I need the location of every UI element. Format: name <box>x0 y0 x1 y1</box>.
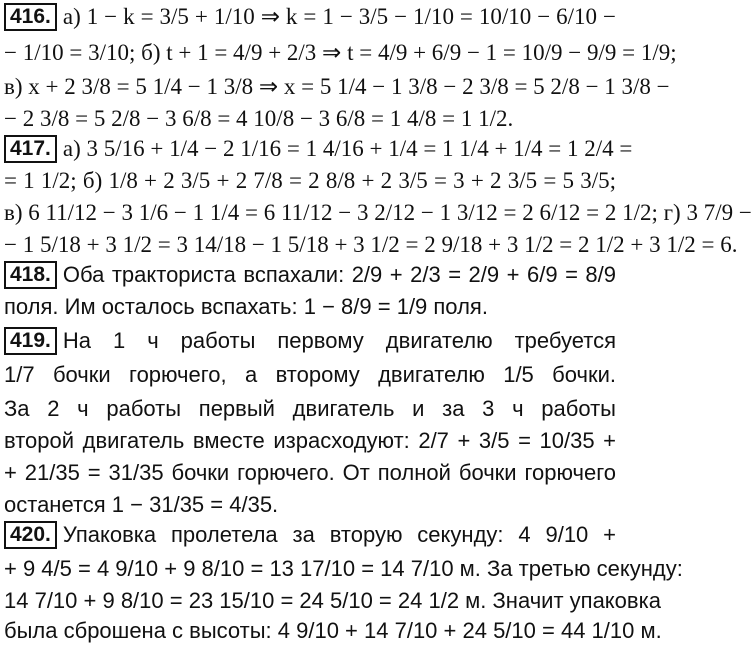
problem-418-number: 418. <box>4 261 57 289</box>
problem-417-number: 417. <box>4 135 57 163</box>
problem-418-line-1: 418. Оба тракториста вспахали: 2/9 + 2/3 = 2/9 + 6/9 = 8/9 <box>4 260 616 290</box>
problem-416-line-3: в) x + 2 3/8 = 5 1/4 − 1 3/8 ⇒ x = 5 1/4 − 1 3/8 − 2 3/8 = 5 2/8 − 1 3/8 − <box>4 74 670 99</box>
problem-420-line-2: + 9 4/5 = 4 9/10 + 9 8/10 = 13 17/10 = 14 7/10 м. За третью секунду: <box>4 556 683 581</box>
problem-417-line-3: в) 6 11/12 − 3 1/6 − 1 1/4 = 6 11/12 − 3 2/12 − 1 3/12 = 2 6/12 = 2 1/2; г) 3 7/9 − <box>4 200 752 225</box>
problem-419-line-1: 419. На 1 ч работы первому двигателю требуется <box>4 326 616 356</box>
problem-420-line-1: 420. Упаковка пролетела за вторую секунду: 4 9/10 + <box>4 520 616 550</box>
problem-420-line-3: 14 7/10 + 9 8/10 = 23 15/10 = 24 5/10 = 24 1/2 м. Значит упаковка <box>4 588 661 613</box>
problem-416-line-4: − 2 3/8 = 5 2/8 − 3 6/8 = 4 10/8 − 3 6/8 = 1 4/8 = 1 1/2. <box>4 106 514 131</box>
problem-417-line-2: = 1 1/2; б) 1/8 + 2 3/5 + 2 7/8 = 2 8/8 + 2 3/5 = 3 + 2 3/5 = 5 3/5; <box>4 168 616 193</box>
problem-417-line-1: 417. а) 3 5/16 + 1/4 − 2 1/16 = 1 4/16 + 1/4 = 1 1/4 + 1/4 = 1 2/4 = <box>4 134 616 164</box>
problem-419-line-4: второй двигатель вместе израсходуют: 2/7 + 3/5 = 10/35 + <box>4 428 616 453</box>
problem-416-line-2: − 1/10 = 3/10; б) t + 1 = 4/9 + 2/3 ⇒ t = 4/9 + 6/9 − 1 = 10/9 − 9/9 = 1/9; <box>4 40 677 65</box>
problem-416-number: 416. <box>4 3 57 31</box>
problem-418-line-2: поля. Им осталось вспахать: 1 − 8/9 = 1/9 поля. <box>4 294 488 319</box>
problem-416-line-1: 416. а) 1 − k = 3/5 + 1/10 ⇒ k = 1 − 3/5 − 1/10 = 10/10 − 6/10 − <box>4 2 616 32</box>
problem-417-line-4: − 1 5/18 + 3 1/2 = 3 14/18 − 1 5/18 + 3 1/2 = 2 9/18 + 3 1/2 = 2 1/2 + 3 1/2 = 6. <box>4 232 738 257</box>
problem-419-line-6: останется 1 − 31/35 = 4/35. <box>4 492 279 517</box>
problem-420-line-4: была сброшена с высоты: 4 9/10 + 14 7/10 + 24 5/10 = 44 1/10 м. <box>4 618 662 643</box>
problem-419-number: 419. <box>4 327 57 355</box>
problem-420-number: 420. <box>4 521 57 549</box>
problem-419-line-5: + 21/35 = 31/35 бочки горючего. От полной бочки горючего <box>4 460 616 485</box>
problem-419-line-3: За 2 ч работы первый двигатель и за 3 ч работы <box>4 396 616 421</box>
problem-419-line-2: 1/7 бочки горючего, а второму двигателю 1/5 бочки. <box>4 362 616 387</box>
